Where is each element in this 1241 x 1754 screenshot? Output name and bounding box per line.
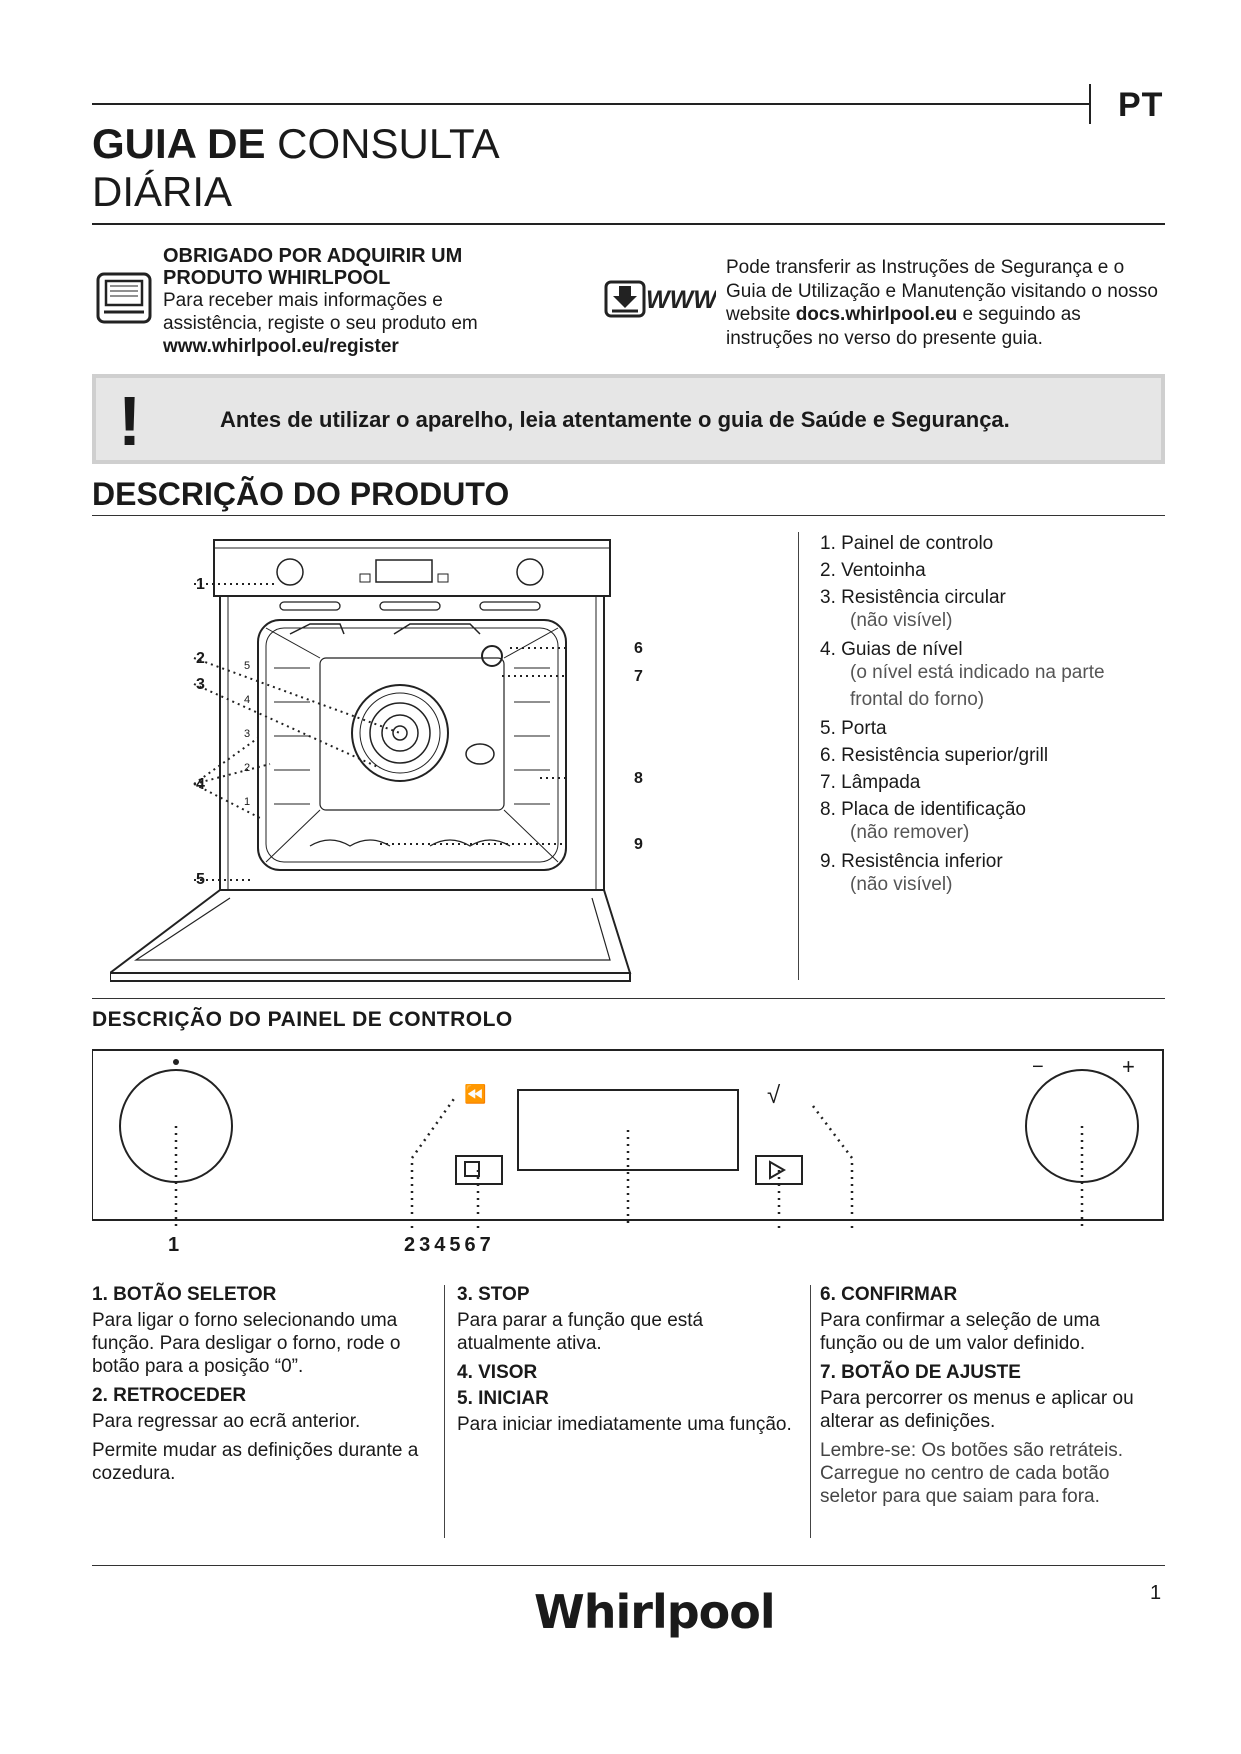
minus-icon: − [1032,1056,1044,1078]
callout-4: 4 [196,776,205,793]
oven-diagram [110,528,720,988]
header-tick [1089,84,1091,124]
description-column-2 [457,1283,797,1442]
product-legend [820,530,1160,900]
desc-heading: 6. CONFIRMAR [820,1284,958,1305]
desc-heading: 5. INICIAR [457,1388,549,1409]
legend-sub: (não visível) [850,874,953,895]
column-divider [444,1285,445,1538]
www-label: WWW [646,286,716,314]
legend-item: 2. Ventoinha [820,560,926,581]
legend-sub: (não visível) [850,610,953,631]
description-column-1 [92,1283,432,1491]
control-panel-diagram [92,1048,1165,1228]
legend-item: 4. Guias de nível [820,639,963,660]
desc-heading: 4. VISOR [457,1362,538,1383]
register-heading: OBRIGADO POR ADQUIRIR UM PRODUTO WHIRLPOOL [163,245,463,289]
computer-icon [96,272,152,324]
legend-item: 6. Resistência superior/grill [820,745,1049,766]
title-line2: DIÁRIA [92,168,233,215]
language-code: PT [1118,86,1164,124]
callout-6: 6 [634,640,643,657]
desc-heading: 1. BOTÃO SELETOR [92,1284,277,1305]
panel-label-1: 1 [168,1234,180,1256]
desc-heading: 3. STOP [457,1284,530,1305]
legend-item: 1. Painel de controlo [820,533,994,554]
desc-note: Lembre-se: Os botões são retráteis. Carregue no centro de cada botão seletor para que saiam para fora. [820,1440,1124,1507]
header-rule [92,103,1090,105]
description-column-3 [820,1283,1160,1514]
section-title-panel: DESCRIÇÃO DO PAINEL DE CONTROLO [92,1008,513,1031]
download-text-a: Pode transferir as Instruções de Segurança e o Guia de Utilização e Manutenção visitando o nosso website [726,257,1158,325]
desc-text: Para parar a função que está atualmente ativa. [457,1310,704,1354]
desc-text: Para regressar ao ecrã anterior. [92,1411,361,1432]
desc-heading: 2. RETROCEDER [92,1385,247,1406]
brand-logo: Whirlpool [534,1585,775,1639]
callout-8: 8 [634,770,643,787]
legend-divider [798,532,799,980]
download-text-b: e seguindo as instruções no verso do presente guia. [726,304,1081,349]
desc-text: Permite mudar as definições durante a cozedura. [92,1440,419,1484]
column-divider [810,1285,811,1538]
shelf-number-1: 1 [244,796,251,808]
panel-labels-2-7: 234567 [404,1234,495,1256]
title-rule [92,223,1165,225]
callout-5: 5 [196,871,205,888]
shelf-number-4: 4 [244,694,251,706]
legend-sub: (não remover) [850,822,970,843]
callout-1: 1 [196,576,205,593]
shelf-number-2: 2 [244,762,251,774]
legend-item: 7. Lâmpada [820,772,921,793]
legend-item: 3. Resistência circular [820,587,1006,608]
back-icon: ⏪ [464,1084,487,1104]
title-rest: CONSULTA [265,120,500,167]
download-text [726,256,1166,350]
shelf-number-3: 3 [244,728,251,740]
register-text: Para receber mais informações e assistência, registe o seu produto em [163,290,478,334]
register-block [163,245,543,358]
footer-rule [92,1565,1165,1566]
callout-2: 2 [196,650,205,667]
callout-3: 3 [196,676,205,693]
legend-item: 5. Porta [820,718,887,739]
section-rule-2 [92,998,1165,999]
register-url[interactable]: www.whirlpool.eu/register [163,336,399,357]
desc-heading: 7. BOTÃO DE AJUSTE [820,1362,1021,1383]
desc-text: Para percorrer os menus e aplicar ou alterar as definições. [820,1388,1134,1432]
title-bold: GUIA DE [92,120,266,167]
desc-text: Para iniciar imediatamente uma função. [457,1414,792,1435]
download-site[interactable]: docs.whirlpool.eu [795,304,958,325]
legend-item: 8. Placa de identificação [820,799,1026,820]
section-rule [92,515,1165,516]
plus-icon: + [1122,1054,1135,1079]
download-icon [604,278,716,320]
legend-item: 9. Resistência inferior [820,851,1003,872]
shelf-number-5: 5 [244,660,251,672]
desc-text: Para ligar o forno selecionando uma função. Para desligar o forno, rode o botão para a posição “0”. [92,1310,401,1377]
warning-icon: ! [118,382,142,460]
warning-text: Antes de utilizar o aparelho, leia atentamente o guia de Saúde e Segurança. [220,407,1010,432]
page-title [92,120,500,216]
callout-7: 7 [634,668,643,685]
desc-text: Para confirmar a seleção de uma função ou de um valor definido. [820,1310,1100,1354]
section-title-product: DESCRIÇÃO DO PRODUTO [92,476,510,512]
check-icon: √ [767,1082,781,1109]
legend-sub: (o nível está indicado na parte frontal do forno) [850,662,1105,710]
callout-9: 9 [634,836,643,853]
page-number: 1 [1150,1582,1162,1604]
